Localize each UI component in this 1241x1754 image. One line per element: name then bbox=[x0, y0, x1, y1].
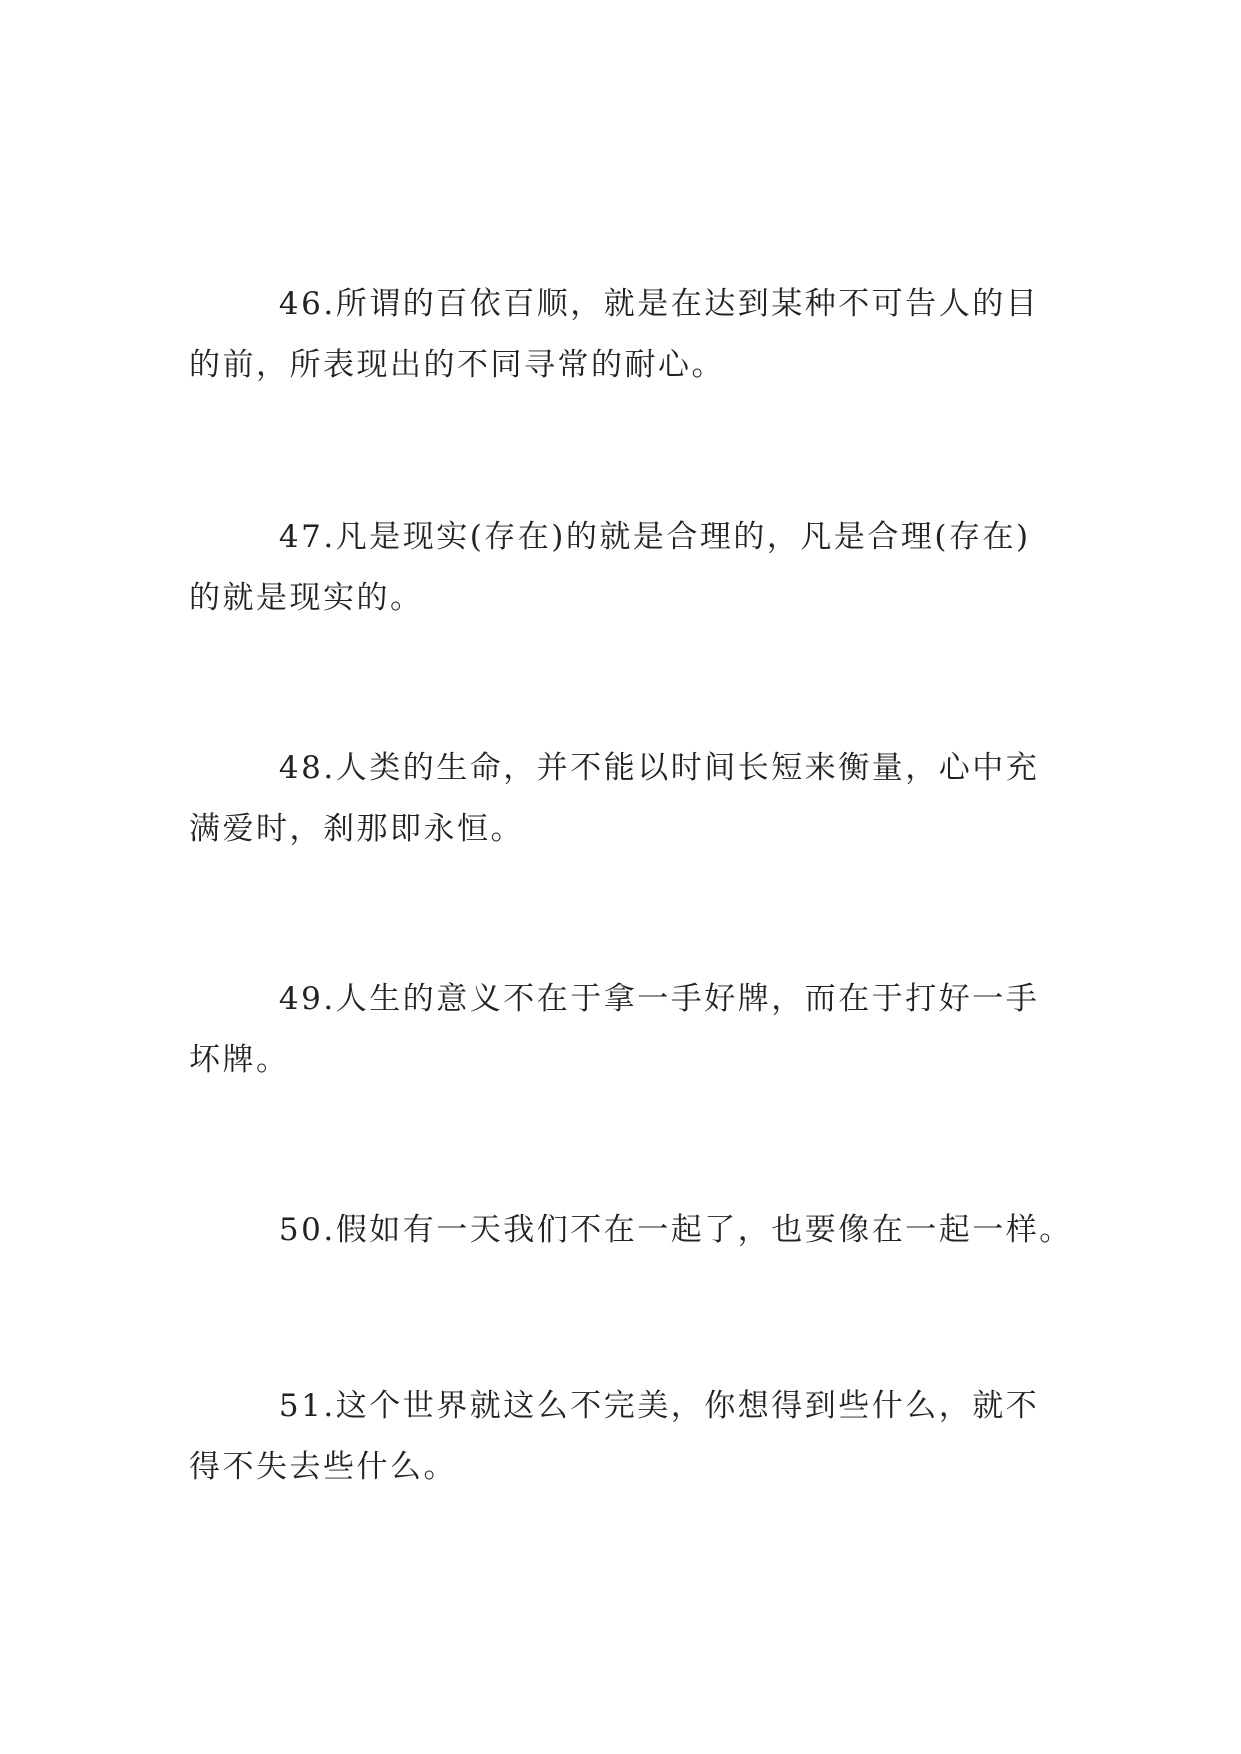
quote-text: 所谓的百依百顺，就是在达到某种不可告人的目的前，所表现出的不同寻常的耐心。 bbox=[189, 286, 1040, 383]
quote-paragraph-49 bbox=[189, 969, 1059, 1091]
quote-number: 49. bbox=[278, 981, 336, 1017]
quote-paragraph-48 bbox=[189, 738, 1059, 860]
quote-number: 51. bbox=[278, 1388, 336, 1424]
quote-text: 这个世界就这么不完美，你想得到些什么，就不得不失去些什么。 bbox=[189, 1388, 1040, 1485]
quote-paragraph-50 bbox=[189, 1200, 1073, 1261]
quote-text: 假如有一天我们不在一起了，也要像在一起一样。 bbox=[335, 1212, 1073, 1248]
quote-number: 46. bbox=[278, 286, 336, 322]
quote-text: 凡是现实(存在)的就是合理的，凡是合理(存在)的就是现实的。 bbox=[189, 519, 1031, 616]
quote-number: 47. bbox=[278, 519, 336, 555]
quote-paragraph-47 bbox=[189, 507, 1059, 629]
quote-paragraph-51 bbox=[189, 1376, 1059, 1498]
quote-paragraph-46 bbox=[189, 274, 1059, 396]
quote-number: 48. bbox=[278, 750, 336, 786]
quote-text: 人生的意义不在于拿一手好牌，而在于打好一手坏牌。 bbox=[189, 981, 1040, 1078]
quote-text: 人类的生命，并不能以时间长短来衡量，心中充满爱时，刹那即永恒。 bbox=[189, 750, 1040, 847]
quote-number: 50. bbox=[278, 1212, 336, 1248]
